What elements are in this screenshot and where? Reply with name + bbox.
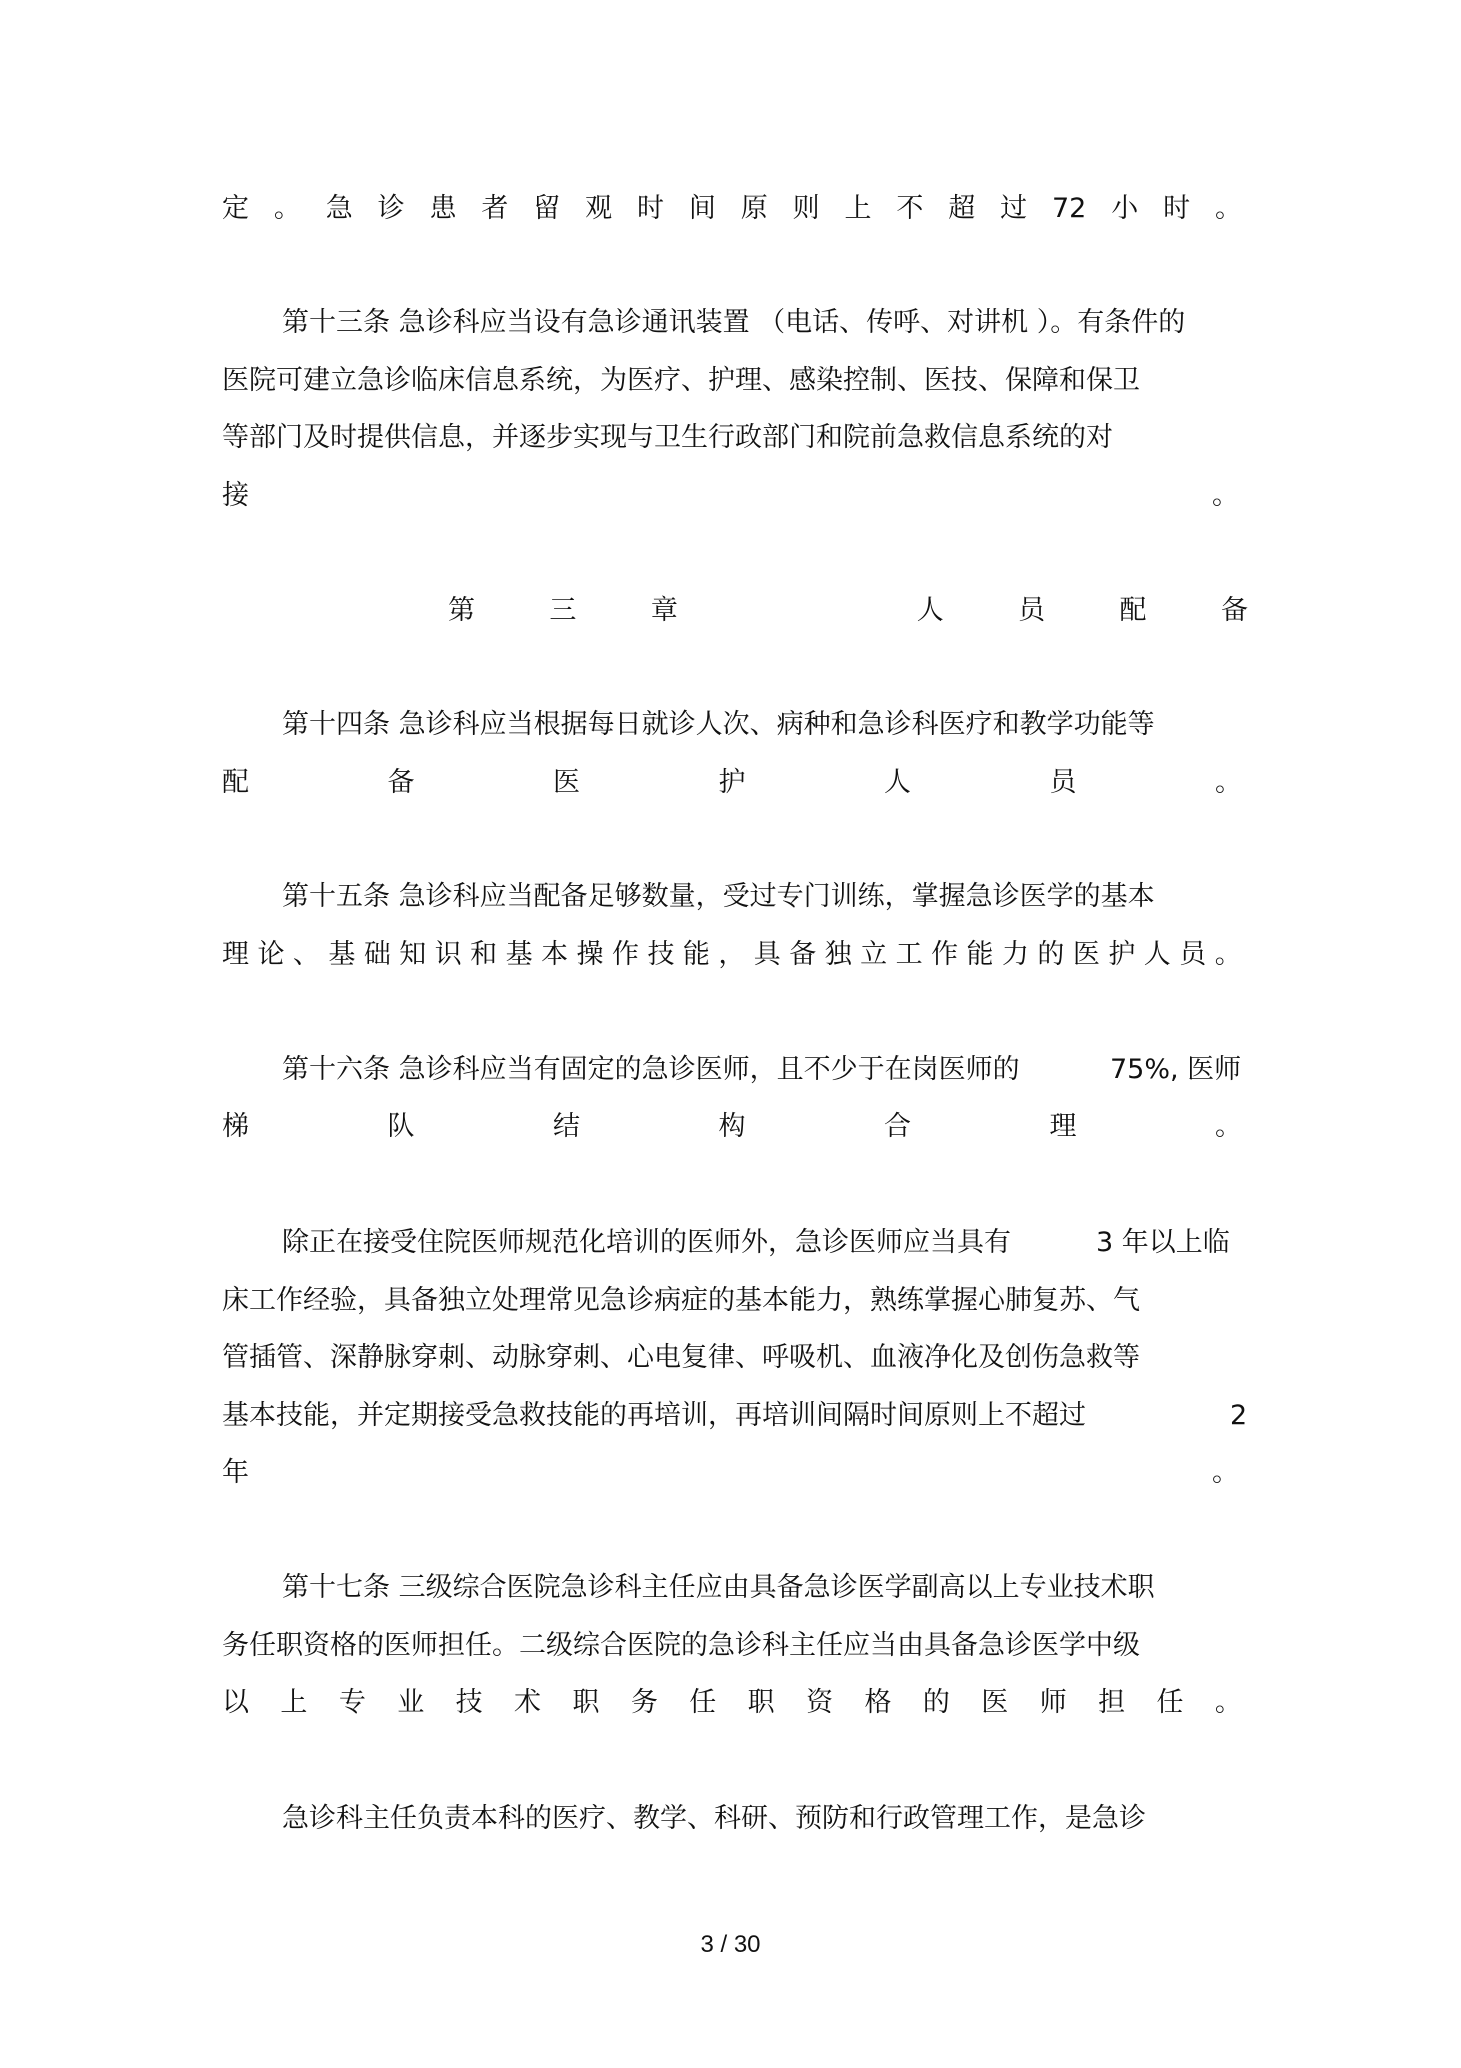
chapter-char: 人 — [916, 595, 944, 626]
spread-char: 。 — [1215, 767, 1242, 798]
spread-char: 技 — [647, 939, 675, 970]
spread-char: 本 — [541, 939, 569, 970]
spread-char: 任 — [689, 1687, 717, 1718]
spread-char: 时 — [1163, 193, 1191, 224]
spread-char: 务 — [630, 1687, 658, 1718]
article-16-line-1-end: 75%, 医师 — [1110, 1054, 1242, 1085]
doctor-para-line-1-end: 3 年以上临 — [1096, 1227, 1230, 1258]
doctor-para-line-5: 年 — [222, 1457, 249, 1488]
spread-char: 。 — [1215, 1111, 1242, 1142]
spread-char: 术 — [514, 1687, 542, 1718]
chapter-3-heading — [448, 594, 1248, 628]
article-13-line-3: 等部门及时提供信息，并逐步实现与卫生行政部门和院前急救信息系统的对 — [222, 422, 1113, 453]
spread-char: 以 — [222, 1687, 249, 1718]
spread-char: 结 — [553, 1111, 580, 1142]
spread-char: 能 — [966, 939, 994, 970]
spread-char: 工 — [895, 939, 923, 970]
spread-char: 担 — [1098, 1687, 1126, 1718]
spread-char: 作 — [611, 939, 639, 970]
spread-char: 作 — [931, 939, 959, 970]
spread-char: 留 — [533, 193, 561, 224]
spread-char: 础 — [363, 939, 391, 970]
spread-char: ， — [718, 939, 746, 970]
spread-char: 的 — [1037, 939, 1065, 970]
spread-char: 。 — [273, 193, 301, 224]
chapter-char: 三 — [549, 595, 577, 626]
spread-char: 资 — [806, 1687, 834, 1718]
spread-char: 观 — [585, 193, 613, 224]
spread-char: 梯 — [222, 1111, 249, 1142]
director-para-line-1: 急诊科主任负责本科的医疗、教学、科研、预防和行政管理工作，是急诊 — [282, 1803, 1146, 1834]
spread-char: 急 — [325, 193, 353, 224]
article-17-line-1: 第十七条 三级综合医院急诊科主任应由具备急诊医学副高以上专业技术职 — [282, 1572, 1155, 1603]
page-number: 3 / 30 — [700, 1931, 761, 1958]
spread-char: 医 — [1072, 939, 1100, 970]
doctor-para-line-1: 除正在接受住院医师规范化培训的医师外，急诊医师应当具有 — [282, 1227, 1011, 1258]
spread-char: 格 — [864, 1687, 892, 1718]
spread-char: 人 — [884, 767, 911, 798]
doctor-para-line-2: 床工作经验，具备独立处理常见急诊病症的基本能力，熟练掌握心肺复苏、气 — [222, 1285, 1140, 1316]
spread-char: 。 — [1214, 939, 1242, 970]
spread-char: 构 — [718, 1111, 746, 1142]
article-15-line-2 — [222, 938, 1242, 972]
article-16-line-1: 第十六条 急诊科应当有固定的急诊医师，且不少于在岗医师的 — [282, 1054, 1020, 1085]
article-13-line-4: 接 — [222, 480, 249, 511]
article-17-line-2: 务任职资格的医师担任。二级综合医院的急诊科主任应当由具备急诊医学中级 — [222, 1630, 1140, 1661]
spread-char: 队 — [387, 1111, 415, 1142]
spread-char: 患 — [429, 193, 457, 224]
chapter-char: 章 — [650, 595, 678, 626]
spread-char: 具 — [753, 939, 781, 970]
spread-char: 原 — [740, 193, 768, 224]
spread-char: 上 — [280, 1687, 308, 1718]
article-15-line-1: 第十五条 急诊科应当配备足够数量，受过专门训练，掌握急诊医学的基本 — [282, 881, 1155, 912]
spread-char: 技 — [455, 1687, 483, 1718]
spread-char: 论 — [257, 939, 285, 970]
doctor-para-line-5-end: 。 — [1212, 1457, 1239, 1488]
spread-char: 定 — [222, 193, 249, 224]
spread-char: 超 — [948, 193, 976, 224]
spread-char: 任 — [1156, 1687, 1184, 1718]
spread-char: 配 — [222, 767, 249, 798]
spread-char: 。 — [1214, 193, 1242, 224]
spread-char: 备 — [789, 939, 817, 970]
spread-char: 立 — [860, 939, 888, 970]
spread-char: 业 — [397, 1687, 425, 1718]
article-16-line-2 — [222, 1110, 1242, 1144]
spread-char: 则 — [792, 193, 820, 224]
spread-char: 独 — [824, 939, 852, 970]
spread-char: 护 — [718, 767, 746, 798]
spread-char: 合 — [884, 1111, 911, 1142]
spread-char: 医 — [553, 767, 580, 798]
article-17-line-3 — [222, 1686, 1242, 1720]
spread-char: 理 — [222, 939, 249, 970]
chapter-char: 配 — [1119, 595, 1147, 626]
spread-char: 操 — [576, 939, 604, 970]
spread-char: 护 — [1108, 939, 1136, 970]
doctor-para-line-3: 管插管、深静脉穿刺、动脉穿刺、心电复律、呼吸机、血液净化及创伤急救等 — [222, 1342, 1140, 1373]
article-13-line-1: 第十三条 急诊科应当设有急诊通讯装置 （电话、传呼、对讲机 ）。有条件的 — [282, 307, 1186, 338]
spread-char: 职 — [572, 1687, 600, 1718]
spread-char: 基 — [328, 939, 356, 970]
spread-char: 能 — [682, 939, 710, 970]
spread-char: 力 — [1001, 939, 1029, 970]
spread-char: 间 — [688, 193, 716, 224]
article-14-line-1: 第十四条 急诊科应当根据每日就诊人次、病种和急诊科医疗和教学功能等 — [282, 709, 1155, 740]
chapter-char: 员 — [1018, 595, 1046, 626]
text-line-observation-limit — [222, 192, 1242, 226]
article-14-line-2 — [222, 766, 1242, 800]
spread-char: 72 — [1052, 193, 1087, 224]
spread-char: 上 — [844, 193, 872, 224]
spread-char: 人 — [1143, 939, 1171, 970]
spread-char: 诊 — [377, 193, 405, 224]
spread-char: 基 — [505, 939, 533, 970]
spread-char: 过 — [1000, 193, 1028, 224]
spread-char: 备 — [387, 767, 415, 798]
spread-char: 的 — [922, 1687, 950, 1718]
spread-char: 和 — [470, 939, 498, 970]
spread-char: 者 — [481, 193, 509, 224]
spread-char: 小 — [1111, 193, 1139, 224]
spread-char: 师 — [1039, 1687, 1067, 1718]
spread-char: 理 — [1049, 1111, 1077, 1142]
spread-char: 、 — [292, 939, 320, 970]
spread-char: 专 — [338, 1687, 366, 1718]
spread-char: 知 — [399, 939, 427, 970]
chapter-char: 第 — [448, 595, 475, 626]
chapter-char: 备 — [1220, 595, 1248, 626]
spread-char: 职 — [747, 1687, 775, 1718]
doctor-para-line-4: 基本技能，并定期接受急救技能的再培训，再培训间隔时间原则上不超过 — [222, 1400, 1086, 1431]
spread-char: 员 — [1179, 939, 1207, 970]
spread-char: 不 — [896, 193, 924, 224]
article-13-line-2: 医院可建立急诊临床信息系统，为医疗、护理、感染控制、医技、保障和保卫 — [222, 365, 1140, 396]
spread-char: 识 — [434, 939, 462, 970]
spread-char: 员 — [1049, 767, 1077, 798]
doctor-para-line-4-end: 2 — [1230, 1400, 1248, 1431]
article-13-line-4-end: 。 — [1212, 480, 1239, 511]
spread-char: 。 — [1214, 1687, 1242, 1718]
spread-char: 医 — [981, 1687, 1009, 1718]
spread-char: 时 — [637, 193, 664, 224]
